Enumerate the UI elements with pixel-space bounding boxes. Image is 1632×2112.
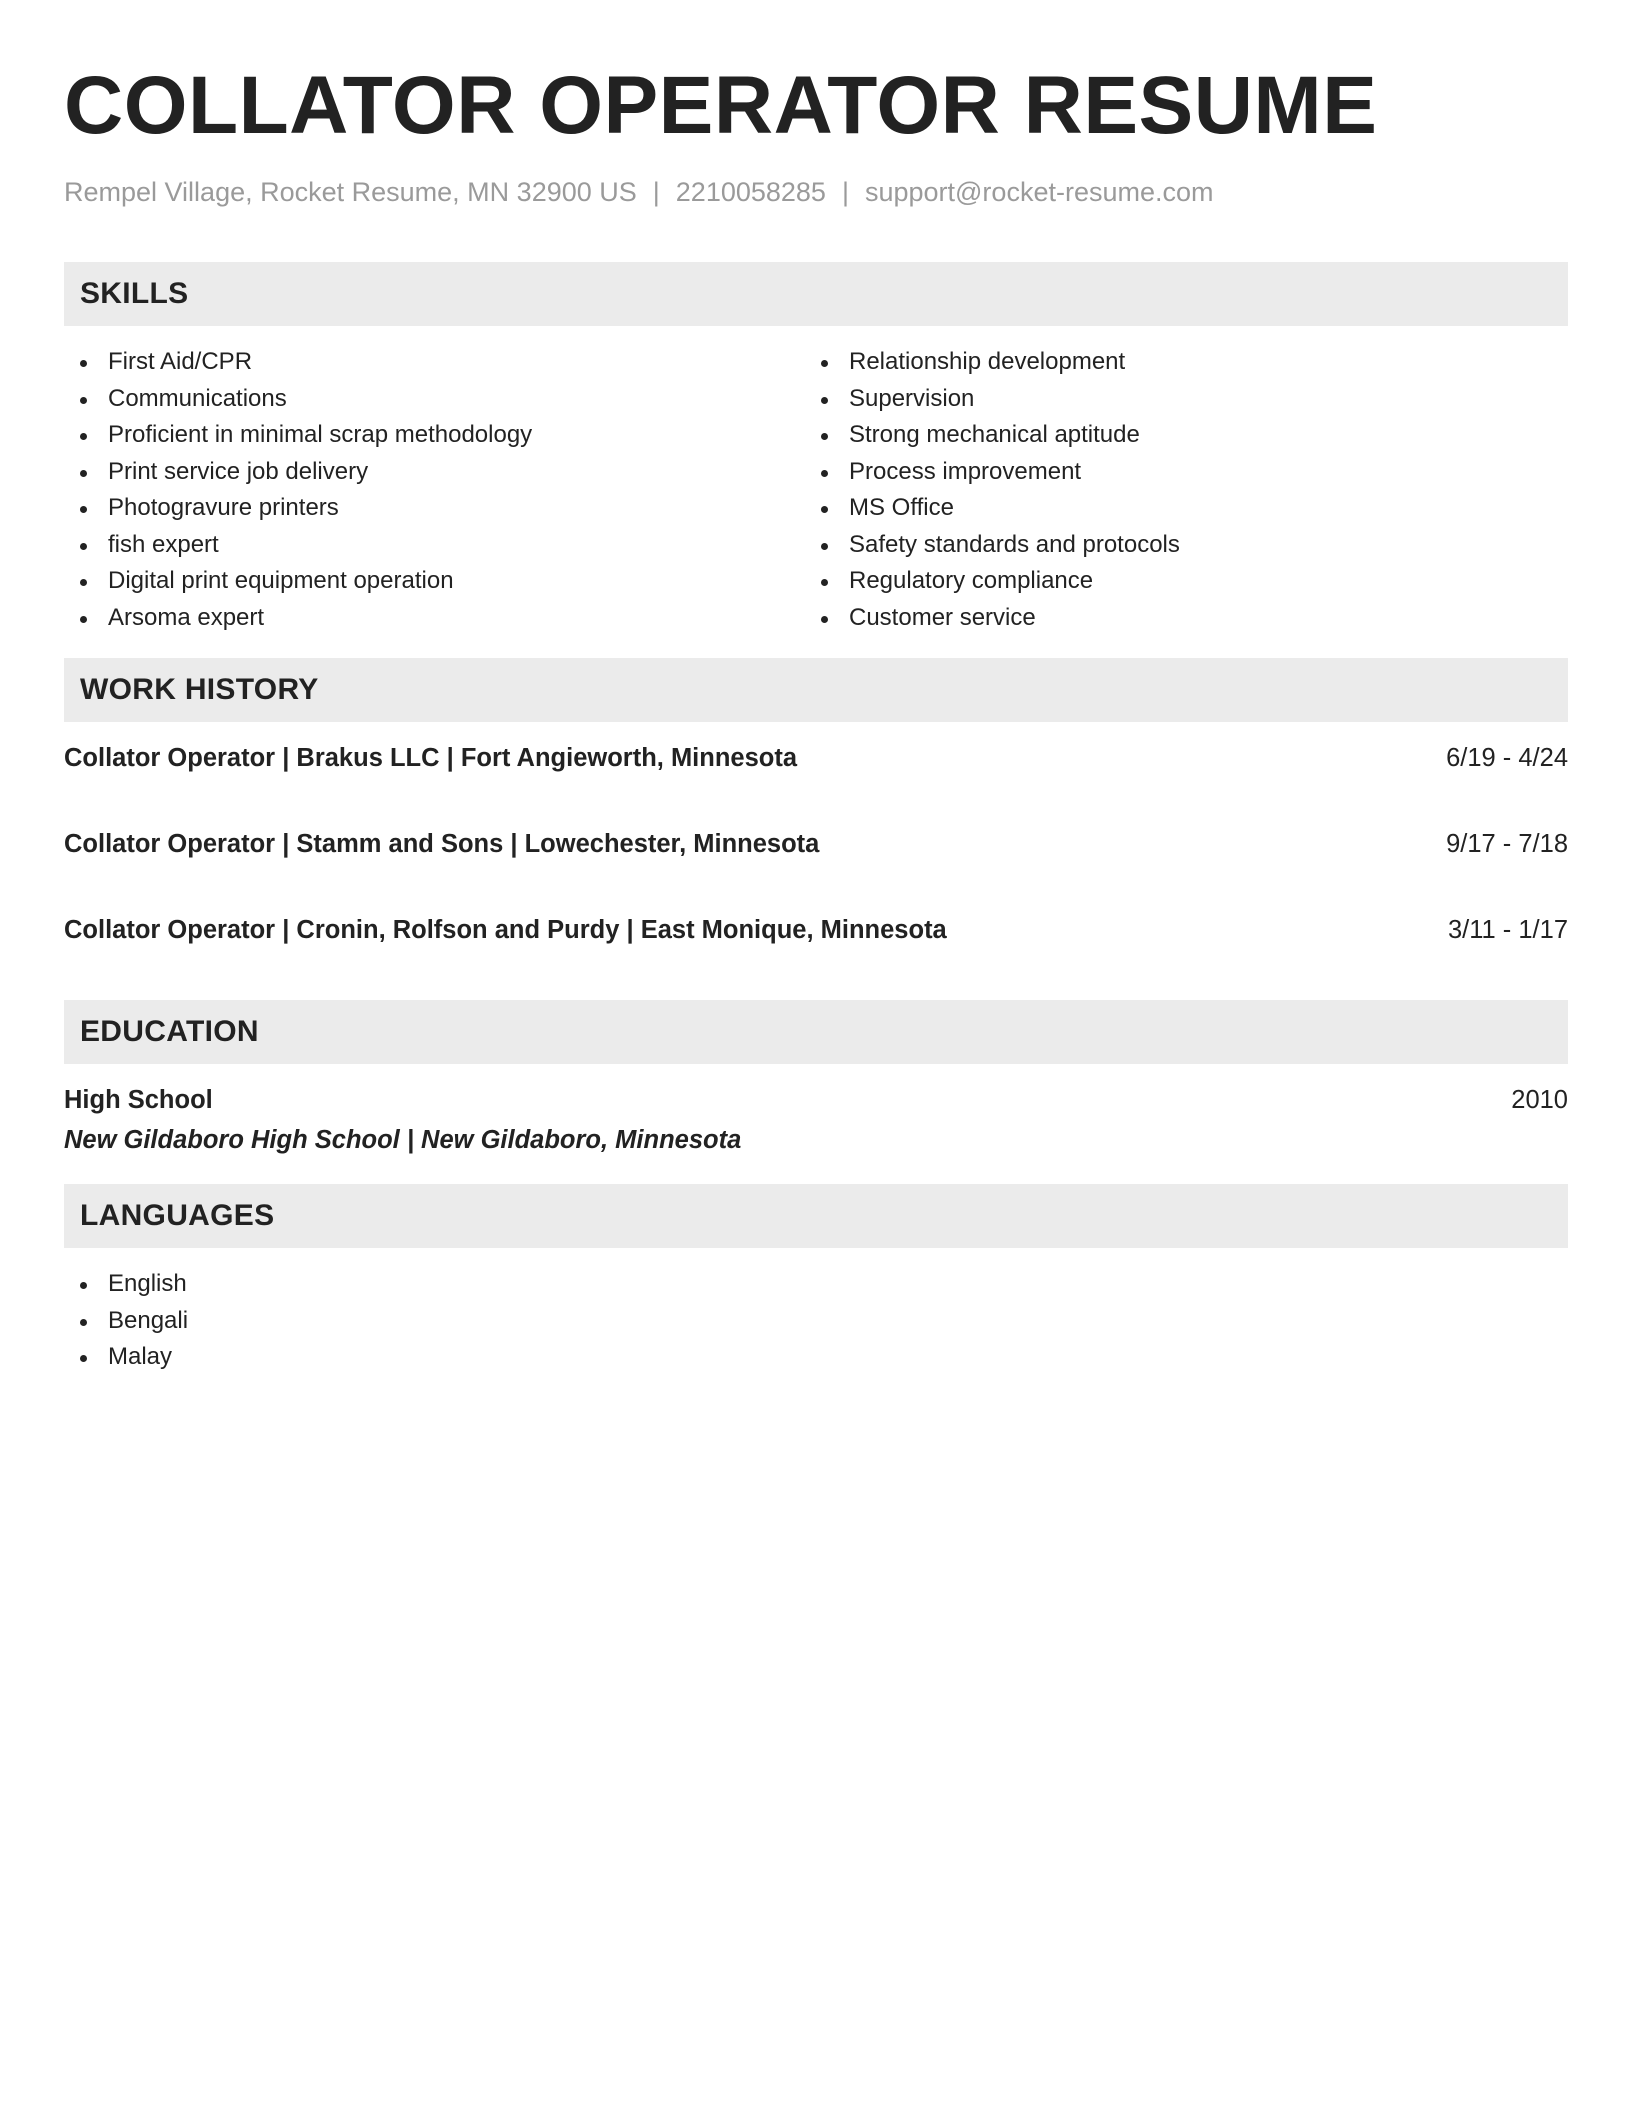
skill-item: Proficient in minimal scrap methodology — [64, 417, 805, 454]
languages-section-header — [64, 1184, 1568, 1248]
education-year: 2010 — [1511, 1085, 1568, 1114]
skill-item: Photogravure printers — [64, 490, 805, 527]
work-history-heading: WORK HISTORY — [80, 673, 319, 706]
language-item: Malay — [64, 1339, 1568, 1376]
skill-item: Arsoma expert — [64, 600, 805, 637]
work-history-list — [64, 722, 1568, 948]
skill-item: Strong mechanical aptitude — [805, 417, 1546, 454]
job-dates: 3/11 - 1/17 — [1447, 915, 1568, 944]
skill-item: First Aid/CPR — [64, 344, 805, 381]
skills-heading: SKILLS — [80, 277, 189, 310]
language-item: English — [64, 1266, 1568, 1303]
contact-line — [64, 174, 1568, 210]
job-title: Collator Operator | Cronin, Rolfson and Purdy | East Monique, Minnesota — [64, 915, 947, 944]
contact-separator: | — [841, 177, 849, 207]
skill-item: Supervision — [805, 381, 1546, 418]
skills-column-right — [805, 344, 1546, 636]
job-dates: 6/19 - 4/24 — [1446, 743, 1568, 772]
job-title: Collator Operator | Stamm and Sons | Lowechester, Minnesota — [64, 829, 820, 858]
contact-separator: | — [652, 177, 660, 207]
work-history-section-header — [64, 658, 1568, 722]
resume-title: COLLATOR OPERATOR RESUME — [64, 60, 1378, 151]
skill-item: Customer service — [805, 600, 1546, 637]
education-degree: High School — [64, 1085, 213, 1114]
skill-item: Print service job delivery — [64, 454, 805, 491]
education-heading: EDUCATION — [80, 1015, 259, 1048]
skills-list — [64, 326, 1568, 636]
skill-item: Relationship development — [805, 344, 1546, 381]
languages-heading: LANGUAGES — [80, 1199, 275, 1232]
skills-section-header — [64, 262, 1568, 326]
languages-list — [64, 1248, 1568, 1376]
job-entry — [64, 826, 1568, 862]
skill-item: Digital print equipment operation — [64, 563, 805, 600]
contact-phone: 2210058285 — [675, 177, 826, 207]
contact-email: support@rocket-resume.com — [864, 177, 1214, 207]
skill-item: Communications — [64, 381, 805, 418]
job-title: Collator Operator | Brakus LLC | Fort Angieworth, Minnesota — [64, 743, 798, 772]
skill-item: fish expert — [64, 527, 805, 564]
contact-address: Rempel Village, Rocket Resume, MN 32900 US — [64, 177, 637, 207]
education-school: New Gildaboro High School | New Gildaboro, Minnesota — [64, 1126, 742, 1154]
job-dates: 9/17 - 7/18 — [1446, 829, 1568, 858]
skills-column-left — [64, 344, 805, 636]
language-item: Bengali — [64, 1303, 1568, 1340]
skill-item: Process improvement — [805, 454, 1546, 491]
education-entry — [64, 1064, 1568, 1158]
education-section-header — [64, 1000, 1568, 1064]
skill-item: MS Office — [805, 490, 1546, 527]
job-entry — [64, 740, 1568, 776]
job-entry — [64, 912, 1568, 948]
education-row — [64, 1082, 1568, 1118]
skill-item: Safety standards and protocols — [805, 527, 1546, 564]
skill-item: Regulatory compliance — [805, 563, 1546, 600]
